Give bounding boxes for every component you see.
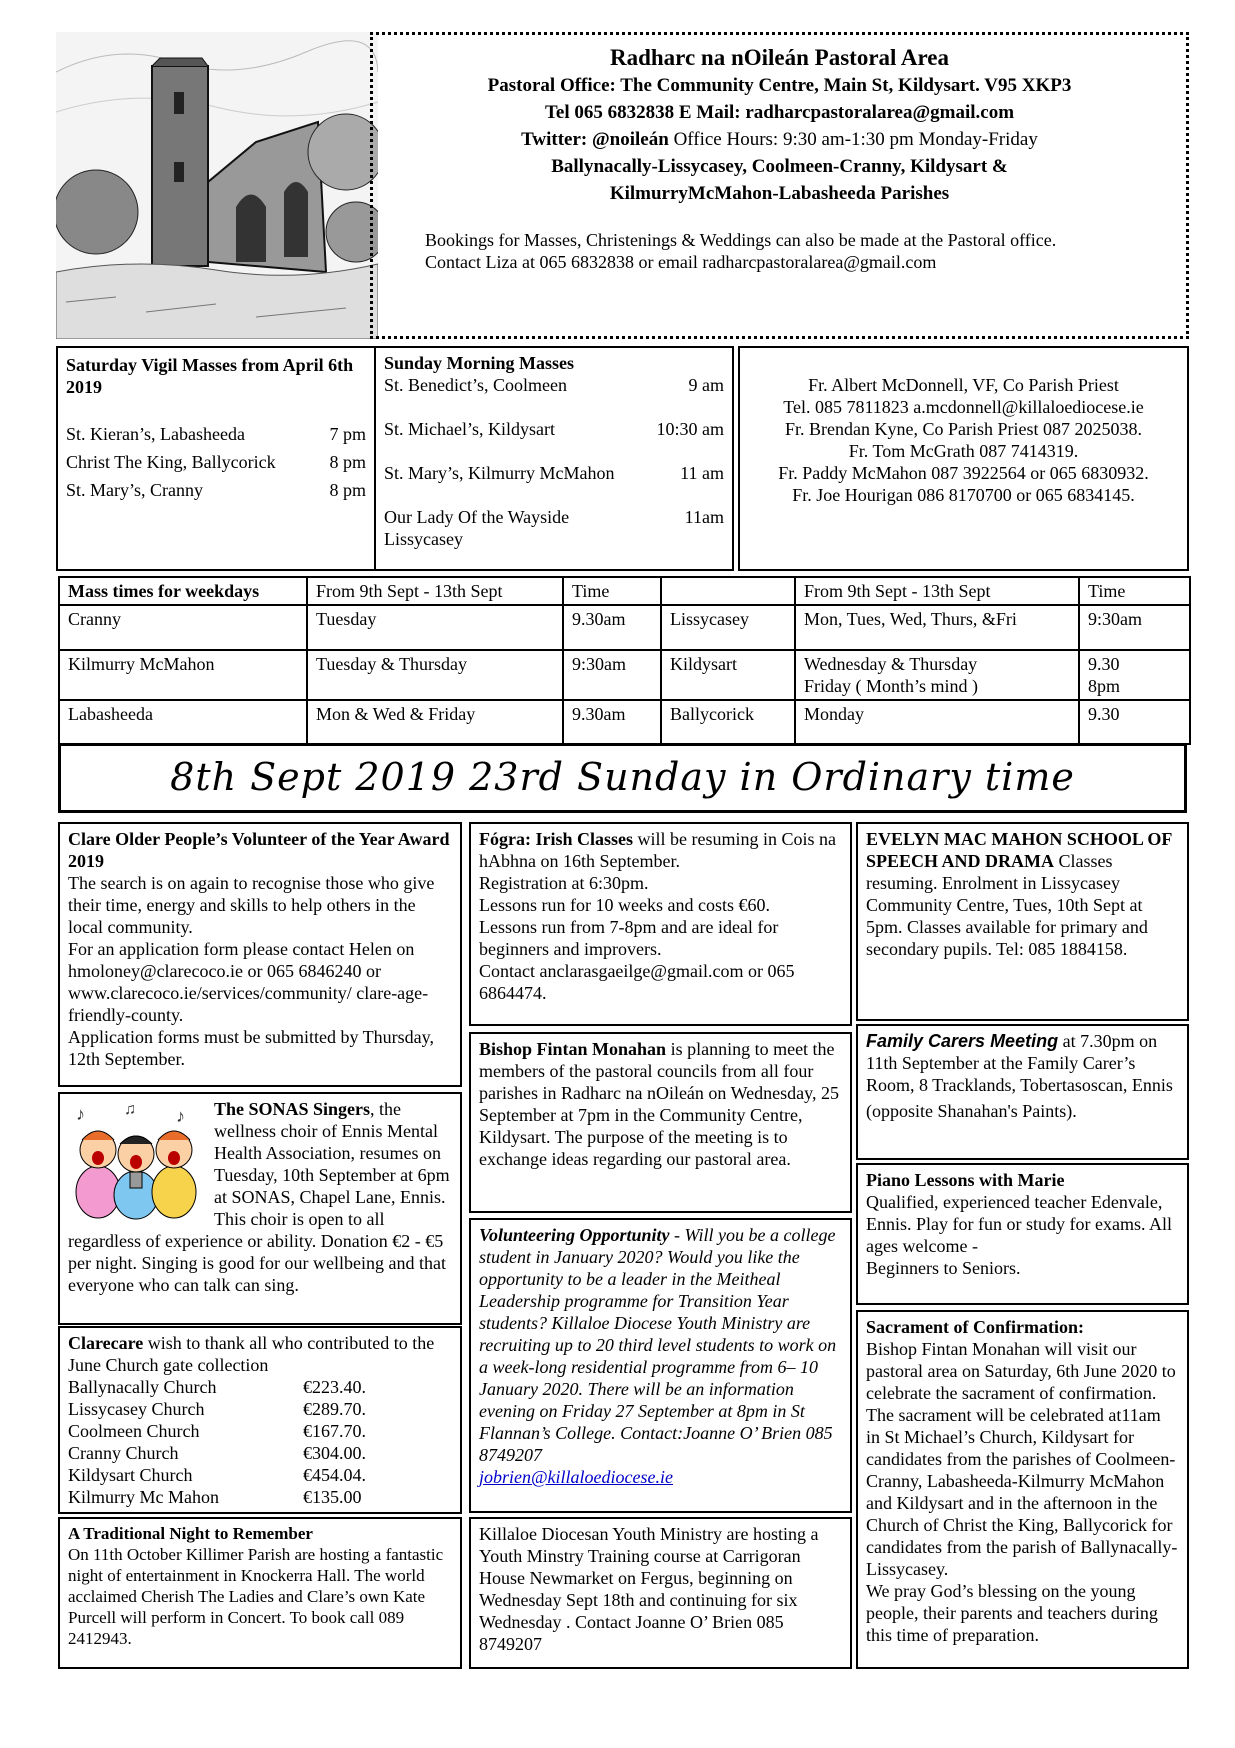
bishop-meeting-box bbox=[469, 1032, 852, 1213]
weekday-cell-line: 8pm bbox=[1088, 676, 1121, 696]
irish-intro bbox=[479, 828, 842, 872]
collection-amount: €304.00. bbox=[303, 1443, 366, 1463]
collection-amount: €135.00 bbox=[303, 1487, 362, 1507]
sunday-place-line2: Lissycasey bbox=[384, 529, 463, 549]
irish-title: Fógra: Irish Classes bbox=[479, 829, 633, 849]
piano-text: Qualified, experienced teacher Edenvale, Ennis. Play for fun or study for exams. All ages welcome - bbox=[866, 1192, 1172, 1256]
evelyn-text bbox=[866, 828, 1179, 960]
vigil-time: 7 pm bbox=[329, 424, 366, 444]
singing-choir-clipart bbox=[64, 1100, 206, 1220]
award-paragraph: For an application form please contact Helen on hmoloney@clarecoco.ie or 065 6846240 or www.clarecoco.ie/services/community/ clare-age-friendly-county. bbox=[68, 939, 429, 1025]
twitter-handle: Twitter: @noileán bbox=[521, 129, 669, 150]
weekday-cell: Monday bbox=[795, 700, 1079, 744]
bookings-line-1: Bookings for Masses, Christenings & Weddings can also be made at the Pastoral office. bbox=[425, 230, 1057, 250]
weekday-cell: 9.30am bbox=[563, 605, 661, 650]
collection-church: Lissycasey Church bbox=[68, 1399, 205, 1419]
weekday-header-cell bbox=[661, 577, 795, 605]
family-carers-box bbox=[856, 1024, 1189, 1160]
priest-line: Fr. Albert McDonnell, VF, Co Parish Priest bbox=[808, 375, 1119, 395]
saturday-vigil-box bbox=[56, 346, 376, 571]
youth-training-box bbox=[469, 1517, 852, 1669]
collection-row bbox=[68, 1398, 452, 1420]
collection-church: Coolmeen Church bbox=[68, 1421, 200, 1441]
irish-classes-box bbox=[469, 822, 852, 1026]
weekday-header-cell: Time bbox=[563, 577, 661, 605]
confirmation-text: We pray God’s blessing on the young people, their parents and teachers during this time of preparation. bbox=[866, 1581, 1158, 1645]
weekday-cell: Lissycasey bbox=[661, 605, 795, 650]
sunday-row bbox=[384, 506, 724, 528]
collection-amount: €167.70. bbox=[303, 1421, 366, 1441]
priests-box bbox=[738, 346, 1189, 571]
vigil-row bbox=[66, 476, 366, 504]
irish-line: Lessons run for 10 weeks and costs €60. bbox=[479, 895, 770, 915]
piano-text: Beginners to Seniors. bbox=[866, 1258, 1021, 1278]
carers-body: at 7.30pm on 11th September at the Family Carer’s Room, 8 Tracklands, Tobertasoscan, Ennis bbox=[866, 1031, 1173, 1095]
evelyn-body: Classes resuming. Enrolment in Lissycasey Community Centre, Tues, 10th Sept at 5pm. Classes available for primary and secondary pupils. Tel: 085 1884158. bbox=[866, 851, 1148, 959]
sunday-time: 11am bbox=[684, 507, 724, 527]
collection-row bbox=[68, 1376, 452, 1398]
vigil-time: 8 pm bbox=[329, 480, 366, 500]
clarecare-intro bbox=[68, 1332, 452, 1376]
youth-text: Killaloe Diocesan Youth Ministry are hosting a Youth Minstry Training course at Carrigoran House Newmarket on Fergus, beginning on Wednesday Sept 18th and continuing for six Wednesday . Contact Joanne O’ Brien 085 8749207 bbox=[479, 1524, 819, 1654]
collection-row bbox=[68, 1486, 452, 1508]
clarecare-intro-text: wish to thank all who contributed to the June Church gate collection bbox=[68, 1333, 435, 1375]
traditional-text: On 11th October Killimer Parish are hosting a fantastic night of entertainment in Knockerra Hall. The world acclaimed Cherish The Ladies and Clare’s own Kate Purcell will perform in Concert. To book call 089 2412943. bbox=[68, 1545, 444, 1648]
confirmation-box bbox=[856, 1310, 1189, 1669]
sunday-row bbox=[384, 418, 724, 440]
volunteering-title: Volunteering Opportunity bbox=[479, 1225, 670, 1245]
collection-church: Ballynacally Church bbox=[68, 1377, 217, 1397]
priest-line: Fr. Joe Hourigan 086 8170700 or 065 6834145. bbox=[792, 485, 1135, 505]
older-people-award-box bbox=[58, 822, 462, 1087]
volunteering-email-line bbox=[479, 1466, 842, 1488]
svg-text:♪: ♪ bbox=[76, 1104, 85, 1124]
bishop-text bbox=[479, 1038, 842, 1170]
sunday-row bbox=[384, 374, 724, 396]
sunday-place: St. Michael’s, Kildysart bbox=[384, 419, 555, 439]
svg-text:♫: ♫ bbox=[124, 1101, 136, 1118]
volunteering-body: - Will you be a college student in January 2020? Would you like the opportunity to be a leader in the Meitheal Leadership programme for Transition Year students? Killaloe Diocese Youth Ministry are recruiting up to 20 third level students to work on a week-long residential programme from 6– 10 January 2020. There will be an information evening on Friday 27 September at 8pm in St Flannan’s College. Contact:Joanne O’ Brien 085 8749207 bbox=[479, 1225, 837, 1465]
award-paragraph: The search is on again to recognise those who give their time, energy and skills to help others in the local community. bbox=[68, 873, 435, 937]
priest-line: Fr. Tom McGrath 087 7414319. bbox=[848, 441, 1079, 461]
sunday-row bbox=[384, 462, 724, 484]
weekday-header-cell: From 9th Sept - 13th Sept bbox=[795, 577, 1079, 605]
twitter-office-hours bbox=[373, 126, 1186, 153]
collection-amount: €223.40. bbox=[303, 1377, 366, 1397]
evelyn-drama-box bbox=[856, 822, 1189, 1021]
collection-church: Kilmurry Mc Mahon bbox=[68, 1487, 219, 1507]
priest-line: Tel. 085 7811823 a.mcdonnell@killaloediocese.ie bbox=[783, 397, 1144, 417]
award-title: Clare Older People’s Volunteer of the Year Award 2019 bbox=[68, 829, 450, 871]
irish-line: Registration at 6:30pm. bbox=[479, 873, 649, 893]
bishop-title: Bishop Fintan Monahan bbox=[479, 1039, 667, 1059]
weekday-cell: Mon & Wed & Friday bbox=[307, 700, 563, 744]
sunday-title: Sunday Morning Masses bbox=[384, 353, 575, 373]
sunday-date-banner: 8th Sept 2019 23rd Sunday in Ordinary time bbox=[58, 743, 1187, 813]
traditional-night-box bbox=[58, 1517, 462, 1669]
sonas-title: The SONAS Singers bbox=[214, 1099, 371, 1119]
sunday-time: 10:30 am bbox=[656, 419, 724, 439]
weekday-header-cell: Time bbox=[1079, 577, 1190, 605]
collection-amount: €454.04. bbox=[303, 1465, 366, 1485]
traditional-title: A Traditional Night to Remember bbox=[68, 1524, 313, 1543]
carers-text bbox=[866, 1030, 1179, 1096]
weekday-cell: Kildysart bbox=[661, 650, 795, 700]
weekday-header-cell: Mass times for weekdays bbox=[59, 577, 307, 605]
weekday-mass-table bbox=[58, 576, 1189, 738]
weekday-cell bbox=[795, 650, 1079, 700]
sunday-place: St. Mary’s, Kilmurry McMahon bbox=[384, 463, 615, 483]
vigil-title: Saturday Vigil Masses from April 6th 2019 bbox=[66, 355, 354, 397]
weekday-cell: Ballycorick bbox=[661, 700, 795, 744]
pastoral-office-header bbox=[370, 32, 1189, 339]
weekday-header-cell: From 9th Sept - 13th Sept bbox=[307, 577, 563, 605]
weekday-cell-line: 9.30 bbox=[1088, 654, 1120, 674]
church-tower-sketch bbox=[56, 32, 378, 339]
pastoral-office-contact: Tel 065 6832838 E Mail: radharcpastoralarea@gmail.com bbox=[544, 102, 1015, 123]
weekday-cell: Tuesday & Thursday bbox=[307, 650, 563, 700]
clarecare-box bbox=[58, 1326, 462, 1514]
weekday-row bbox=[59, 605, 1190, 650]
collection-amount: €289.70. bbox=[303, 1399, 366, 1419]
irish-line: Contact anclarasgaeilge@gmail.com or 065 6864474. bbox=[479, 961, 795, 1003]
sunday-place: Our Lady Of the Wayside bbox=[384, 507, 570, 527]
pastoral-area-title: Radharc na nOileán Pastoral Area bbox=[609, 45, 950, 70]
weekday-cell: 9.30 bbox=[1079, 700, 1190, 744]
weekday-cell: Kilmurry McMahon bbox=[59, 650, 307, 700]
piano-title: Piano Lessons with Marie bbox=[866, 1170, 1065, 1190]
irish-line: Lessons run from 7-8pm and are ideal for beginners and improvers. bbox=[479, 917, 779, 959]
sonas-body: , the wellness choir of Ennis Mental Health Association, resumes on Tuesday, 10th September at 6pm at SONAS, Chapel Lane, Ennis. This choir is open to all regardless of experience or ability. Donation €2 - €5 per night. Singing is good for our wellbeing and that everyone who can talk can sing. bbox=[68, 1099, 450, 1295]
weekday-cell: Cranny bbox=[59, 605, 307, 650]
award-paragraph: Application forms must be submitted by Thursday, 12th September. bbox=[68, 1027, 434, 1069]
pastoral-office-address: Pastoral Office: The Community Centre, Main St, Kildysart. V95 XKP3 bbox=[487, 75, 1072, 96]
office-hours: Office Hours: 9:30 am-1:30 pm Monday-Friday bbox=[668, 129, 1038, 150]
weekday-cell: 9:30am bbox=[563, 650, 661, 700]
weekday-header-row bbox=[59, 577, 1190, 605]
vigil-place: St. Mary’s, Cranny bbox=[66, 480, 203, 500]
vigil-place: Christ The King, Ballycorick bbox=[66, 452, 276, 472]
sunday-place: St. Benedict’s, Coolmeen bbox=[384, 375, 567, 395]
sunday-time: 9 am bbox=[688, 375, 724, 395]
collection-church: Cranny Church bbox=[68, 1443, 179, 1463]
clarecare-title: Clarecare bbox=[68, 1333, 144, 1353]
confirmation-text: Bishop Fintan Monahan will visit our pastoral area on Saturday, 6th June 2020 to celebrate the sacrament of confirmation. The sacrament will be celebrated at11am in St Michael’s Church, Kildysart for candidates from the parishes of Coolmeen-Cranny, Labasheeda-Kilmurry McMahon and Kildysart and in the afternoon in the Church of Christ the King, Ballycorick for candidates from the parish of Ballynacally-Lissycasey. bbox=[866, 1339, 1178, 1579]
sunday-time: 11 am bbox=[680, 463, 724, 483]
evelyn-title: EVELYN MAC MAHON SCHOOL OF SPEECH AND DRAMA bbox=[866, 829, 1172, 871]
parishes-line-1: Ballynacally-Lissycasey, Coolmeen-Cranny, Kildysart & bbox=[551, 156, 1008, 177]
irish-intro-text: will be resuming in Cois na hAbhna on 16th September. bbox=[479, 829, 836, 871]
collection-row bbox=[68, 1420, 452, 1442]
vigil-row bbox=[66, 448, 366, 476]
weekday-row bbox=[59, 700, 1190, 744]
weekday-cell: 9.30am bbox=[563, 700, 661, 744]
vigil-time: 8 pm bbox=[329, 452, 366, 472]
weekday-cell-line: Wednesday & Thursday bbox=[804, 654, 978, 674]
vigil-row bbox=[66, 420, 366, 448]
priest-line: Fr. Paddy McMahon 087 3922564 or 065 6830932. bbox=[778, 463, 1149, 483]
weekday-cell: Labasheeda bbox=[59, 700, 307, 744]
bookings-line-2: Contact Liza at 065 6832838 or email radharcpastoralarea@gmail.com bbox=[425, 252, 937, 272]
weekday-cell: 9:30am bbox=[1079, 605, 1190, 650]
sunday-masses-box bbox=[374, 346, 734, 571]
collection-row bbox=[68, 1464, 452, 1486]
weekday-cell-line: Friday ( Month’s mind ) bbox=[804, 676, 978, 696]
piano-lessons-box bbox=[856, 1163, 1189, 1305]
volunteering-text bbox=[479, 1224, 842, 1466]
volunteering-box bbox=[469, 1218, 852, 1513]
priest-line: Fr. Brendan Kyne, Co Parish Priest 087 2025038. bbox=[785, 419, 1142, 439]
volunteering-email-link[interactable]: jobrien@killaloediocese.ie bbox=[479, 1467, 674, 1487]
weekday-cell: Tuesday bbox=[307, 605, 563, 650]
bishop-body: is planning to meet the members of the pastoral councils from all four parishes in Radharc na nOileán on Wednesday, 25 September at 7pm in the Community Centre, Kildysart. The purpose of the meeting is to exchange ideas regarding our pastoral area. bbox=[479, 1039, 839, 1169]
carers-title: Family Carers Meeting bbox=[866, 1031, 1059, 1051]
parishes-line-2: KilmurryMcMahon-Labasheeda Parishes bbox=[609, 183, 950, 204]
carers-note: (opposite Shanahan's Paints). bbox=[866, 1101, 1077, 1121]
svg-text:♪: ♪ bbox=[176, 1106, 185, 1126]
weekday-cell: Mon, Tues, Wed, Thurs, &Fri bbox=[795, 605, 1079, 650]
collection-church: Kildysart Church bbox=[68, 1465, 193, 1485]
weekday-row bbox=[59, 650, 1190, 700]
weekday-cell bbox=[1079, 650, 1190, 700]
collection-row bbox=[68, 1442, 452, 1464]
confirmation-title: Sacrament of Confirmation: bbox=[866, 1317, 1084, 1337]
vigil-place: St. Kieran’s, Labasheeda bbox=[66, 424, 245, 444]
